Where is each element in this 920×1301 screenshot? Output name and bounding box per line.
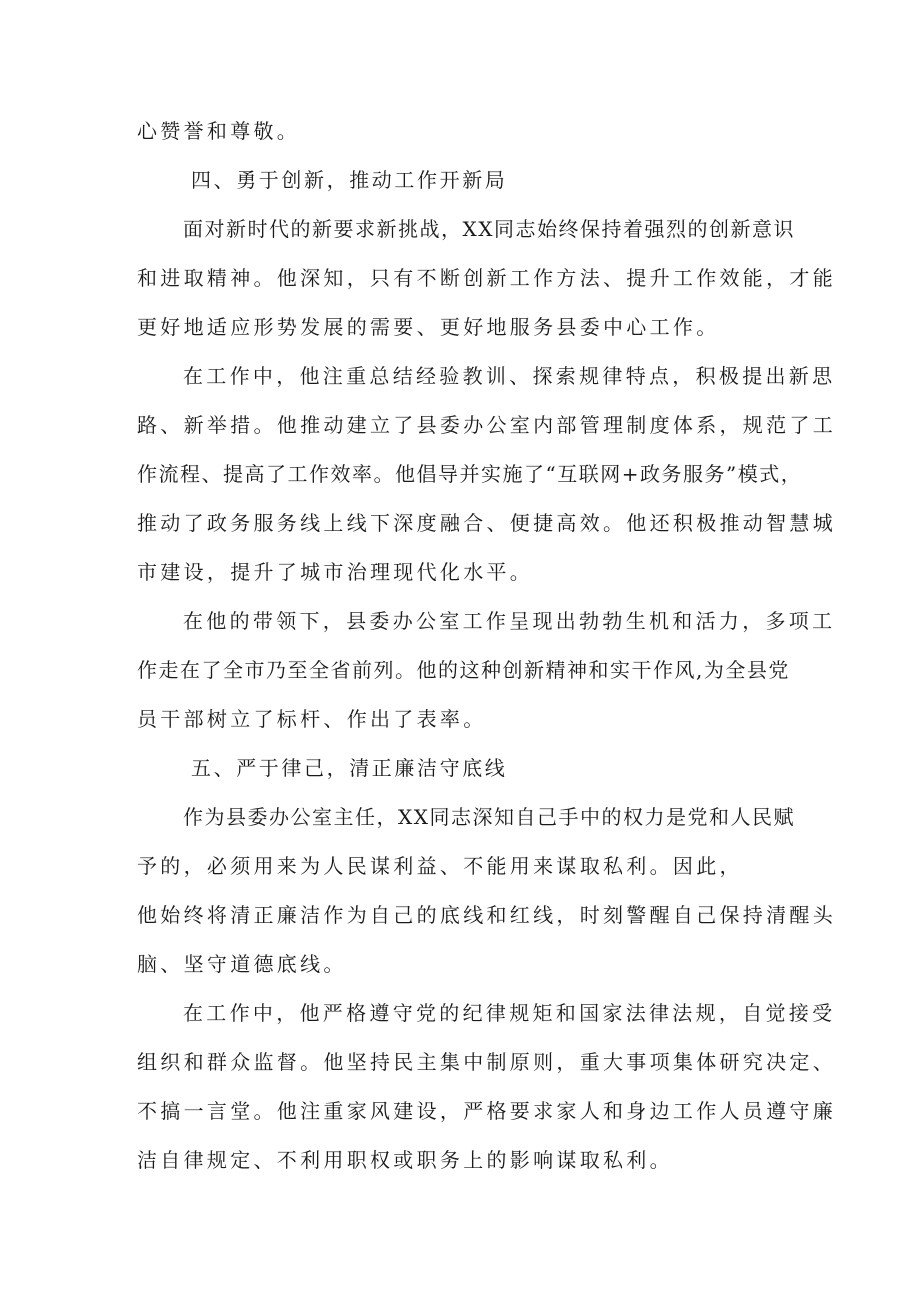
text-line-10: 市建设，提升了城市治理现代化水平。 xyxy=(137,560,534,584)
text-line-17: 他始终将清正廉洁作为自己的底线和红线，时刻警醒自己保持清醒头 xyxy=(137,903,836,927)
text-line-11: 在他的带领下，县委办公室工作呈现出勃勃生机和活力，多项工 xyxy=(183,609,836,633)
text-line-18: 脑、坚守道德底线。 xyxy=(137,952,347,976)
section-heading-5: 五、严于律己，清正廉洁守底线 xyxy=(191,756,508,780)
text-line-20: 组织和群众监督。他坚持民主集中制原则，重大事项集体研究决定、 xyxy=(137,1050,836,1074)
text-line-12: 作走在了全市乃至全省前列。他的这种创新精神和实干作风,为全县党 xyxy=(137,658,790,682)
text-line-8: 作流程、提高了工作效率。他倡导并实施了“互联网+政务服务”模式， xyxy=(137,462,803,486)
text-line-15: 作为县委办公室主任，XX同志深知自己手中的权力是党和人民赋 xyxy=(183,805,795,829)
text-line-19: 在工作中，他严格遵守党的纪律规矩和国家法律法规，自觉接受 xyxy=(183,1001,836,1025)
text-line-5: 更好地适应形势发展的需要、更好地服务县委中心工作。 xyxy=(137,315,720,339)
text-line-16: 予的，必须用来为人民谋利益、不能用来谋取私利。因此， xyxy=(137,854,743,878)
text-line-13: 员干部树立了标杆、作出了表率。 xyxy=(137,707,487,731)
text-line-9: 推动了政务服务线上线下深度融合、便捷高效。他还积极推动智慧城 xyxy=(137,511,836,535)
text-line-1: 心赞誉和尊敬。 xyxy=(137,119,301,143)
text-line-21: 不搞一言堂。他注重家风建设，严格要求家人和身边工作人员遵守廉 xyxy=(137,1099,836,1123)
text-line-6: 在工作中，他注重总结经验教训、探索规律特点，积极提出新思 xyxy=(183,364,836,388)
text-line-3: 面对新时代的新要求新挑战，XX同志始终保持着强烈的创新意识 xyxy=(183,217,795,241)
text-line-7: 路、新举措。他推动建立了县委办公室内部管理制度体系，规范了工 xyxy=(137,413,836,437)
section-heading-4: 四、勇于创新，推动工作开新局 xyxy=(191,168,508,192)
text-line-4: 和进取精神。他深知，只有不断创新工作方法、提升工作效能，才能 xyxy=(137,266,836,290)
text-line-22: 洁自律规定、不利用职权或职务上的影响谋取私利。 xyxy=(137,1148,673,1172)
